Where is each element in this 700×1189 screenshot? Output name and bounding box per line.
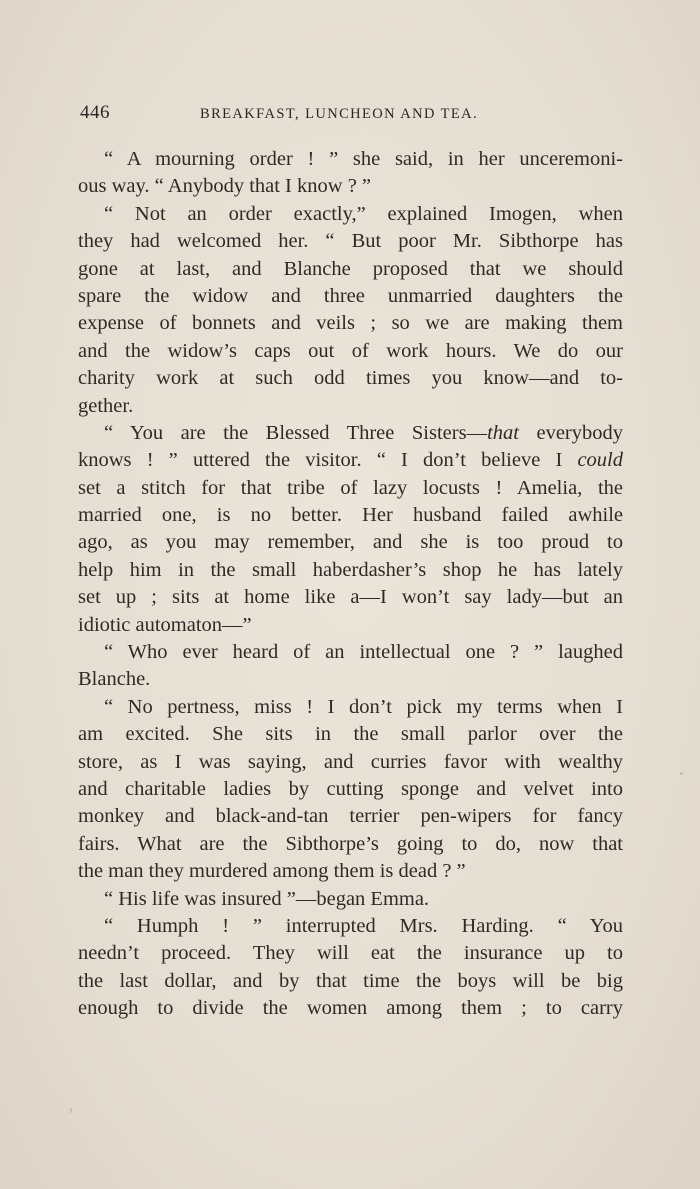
page-number: 446: [80, 102, 110, 123]
text-line: they had welcomed her. “ But poor Mr. Sibthorpe has: [78, 230, 623, 253]
text-line: gether.: [78, 394, 134, 417]
text-segment: everybody: [518, 421, 623, 444]
text-line: am excited. She sits in the small parlor over the: [78, 723, 623, 746]
text-line: gone at last, and Blanche proposed that we should: [78, 257, 623, 280]
text-line: charity work at such odd times you know—and to-: [78, 367, 623, 390]
text-line: needn’t proceed. They will eat the insurance up to: [78, 942, 623, 965]
text-line: enough to divide the women among them ; to carry: [78, 997, 623, 1020]
text-line: “ A mourning order ! ” she said, in her unceremoni-: [104, 148, 623, 170]
text-line: spare the widow and three unmarried daughters the: [78, 284, 623, 307]
text-segment: knows ! ” uttered the visitor. “ I don’t believe I: [78, 449, 578, 472]
body-text: [78, 146, 623, 1023]
text-line: [78, 447, 623, 474]
text-line: “ Humph ! ” interrupted Mrs. Harding. “ You: [104, 914, 623, 937]
text-line: idiotic automaton—”: [78, 613, 252, 636]
text-line: [78, 420, 623, 447]
text-line: “ Not an order exactly,” explained Imogen, when: [104, 202, 623, 225]
text-line: and charitable ladies by cutting sponge and velvet into: [78, 777, 623, 800]
text-line: store, as I was saying, and curries favor with wealthy: [78, 750, 623, 773]
text-segment: “ You are the Blessed Three Sisters—: [104, 421, 488, 444]
text-line: set up ; sits at home like a—I won’t say lady—but an: [78, 586, 623, 609]
text-line: the last dollar, and by that time the boys will be big: [78, 969, 623, 992]
text-line: ous way. “ Anybody that I know ? ”: [78, 175, 372, 198]
text-line: set a stitch for that tribe of lazy locusts ! Amelia, the: [78, 476, 623, 499]
text-line: “ No pertness, miss ! I don’t pick my terms when I: [104, 695, 623, 718]
paper-speck: [680, 772, 683, 775]
text-line: monkey and black-and-tan terrier pen-wipers for fancy: [78, 805, 623, 828]
text-line: “ Who ever heard of an intellectual one ? ” laughed: [104, 641, 623, 664]
text-line: “ His life was insured ”—began Emma.: [104, 887, 430, 910]
italic-emphasis: could: [577, 449, 623, 472]
page-header: [78, 98, 623, 130]
text-line: the man they murdered among them is dead ? ”: [78, 860, 466, 883]
text-line: Blanche.: [78, 668, 151, 691]
text-line: married one, is no better. Her husband failed awhile: [78, 504, 623, 527]
italic-emphasis: that: [487, 421, 519, 444]
text-line: and the widow’s caps out of work hours. We do our: [78, 339, 623, 362]
text-line: expense of bonnets and veils ; so we are making them: [78, 312, 623, 335]
running-head: BREAKFAST, LUNCHEON AND TEA.: [200, 106, 479, 122]
text-line: help him in the small haberdasher’s shop he has lately: [78, 558, 623, 581]
text-line: ago, as you may remember, and she is too proud to: [78, 531, 623, 554]
text-line: fairs. What are the Sibthorpe’s going to do, now that: [78, 832, 623, 855]
paper-speck: [70, 1108, 72, 1113]
